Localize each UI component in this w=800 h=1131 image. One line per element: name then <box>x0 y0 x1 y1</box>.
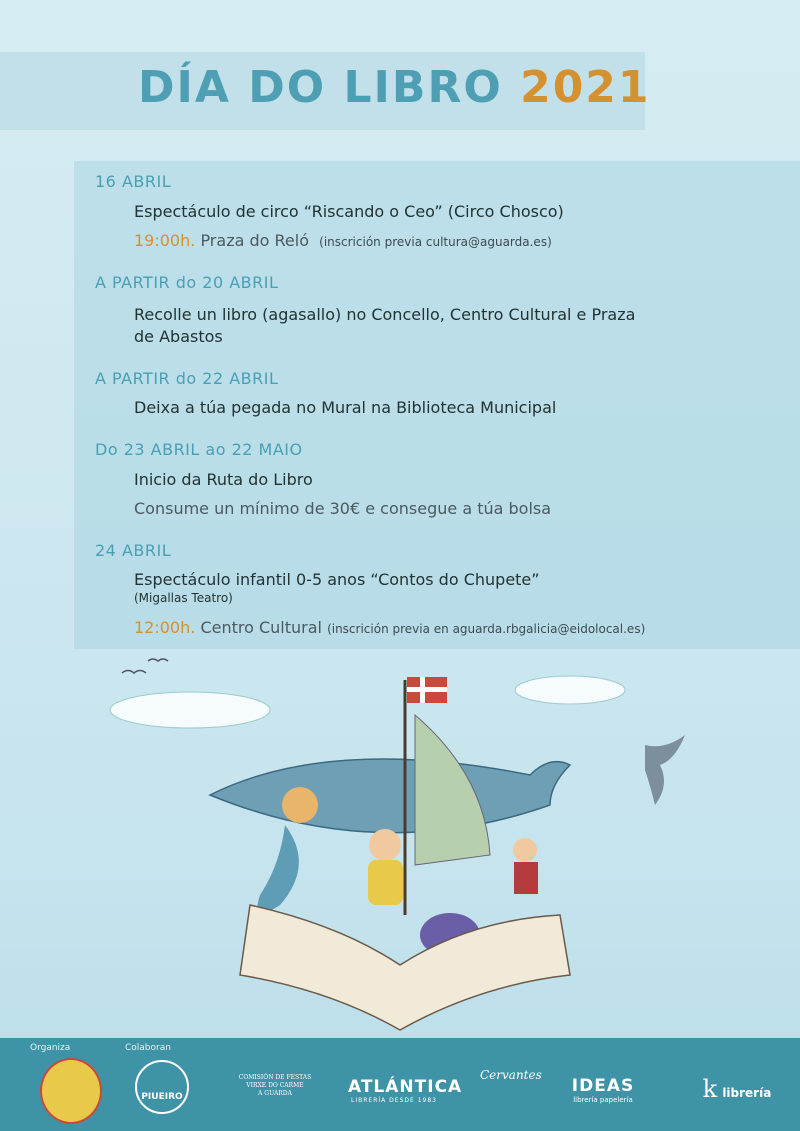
event-5-title: Espectáculo infantil 0-5 anos “Contos do Chupete” <box>134 570 540 589</box>
event-4-date: Do 23 ABRIL ao 22 MAIO <box>95 440 303 459</box>
event-5-company: (Migallas Teatro) <box>134 591 233 605</box>
title-year: 2021 <box>520 62 651 113</box>
event-5-note: (inscrición previa en aguarda.rbgalicia@eidolocal.es) <box>327 622 646 636</box>
concello-crest-logo <box>40 1058 102 1124</box>
bird-icon <box>122 671 146 674</box>
page-title <box>138 62 651 113</box>
organiza-label: Organiza <box>30 1043 71 1053</box>
pirate <box>513 838 537 862</box>
event-1-place: Praza do Reló <box>200 231 309 250</box>
event-4-title: Inicio da Ruta do Libro <box>134 470 313 489</box>
event-2-date: A PARTIR do 20 ABRIL <box>95 273 279 292</box>
pieiro-logo: PIUEIRO <box>135 1060 189 1114</box>
event-2-line1: Recolle un libro (agasallo) no Concello, Centro Cultural e Praza <box>134 305 636 324</box>
cervantes-logo: Cervantes <box>480 1068 542 1082</box>
event-5-place: Centro Cultural <box>200 618 322 637</box>
event-1-details <box>134 231 552 250</box>
atlantica-logo: ATLÁNTICA LIBRERÍA DESDE 1983 <box>348 1077 463 1104</box>
event-5-details <box>134 618 645 637</box>
ideas-logo: IDEAS librería papelería <box>571 1076 635 1104</box>
event-4-subtitle: Consume un mínimo de 30€ e consegue a túa bolsa <box>134 499 552 518</box>
event-1-note: (inscrición previa cultura@aguarda.es) <box>319 235 552 249</box>
event-5-date: 24 ABRIL <box>95 541 172 560</box>
book-ship-illustration <box>100 655 700 1045</box>
event-3-title: Deixa a túa pegada no Mural na Biblioteca Municipal <box>134 398 557 417</box>
event-3-date: A PARTIR do 22 ABRIL <box>95 369 279 388</box>
event-5-time: 12:00h. <box>134 618 196 637</box>
seagull-icon <box>645 735 685 805</box>
cloud-right <box>515 676 625 704</box>
mermaid <box>282 787 318 823</box>
event-1-time: 19:00h. <box>134 231 196 250</box>
libreria-logo: k librería <box>702 1075 772 1103</box>
event-1-title: Espectáculo de circo “Riscando o Ceo” (Circo Chosco) <box>134 202 564 221</box>
event-1-date: 16 ABRIL <box>95 172 172 191</box>
comision-festas-logo: COMISIÓN DE FESTAS VIRXE DO CARME A GUARDA <box>238 1074 312 1097</box>
open-book <box>240 905 570 1030</box>
sailor <box>369 829 401 861</box>
title-main: DÍA DO LIBRO <box>138 62 503 113</box>
whale <box>210 759 570 833</box>
event-2-line2: de Abastos <box>134 327 223 346</box>
colaboran-label: Colaboran <box>125 1043 171 1053</box>
bird-icon <box>148 659 168 661</box>
cloud-left <box>110 692 270 728</box>
